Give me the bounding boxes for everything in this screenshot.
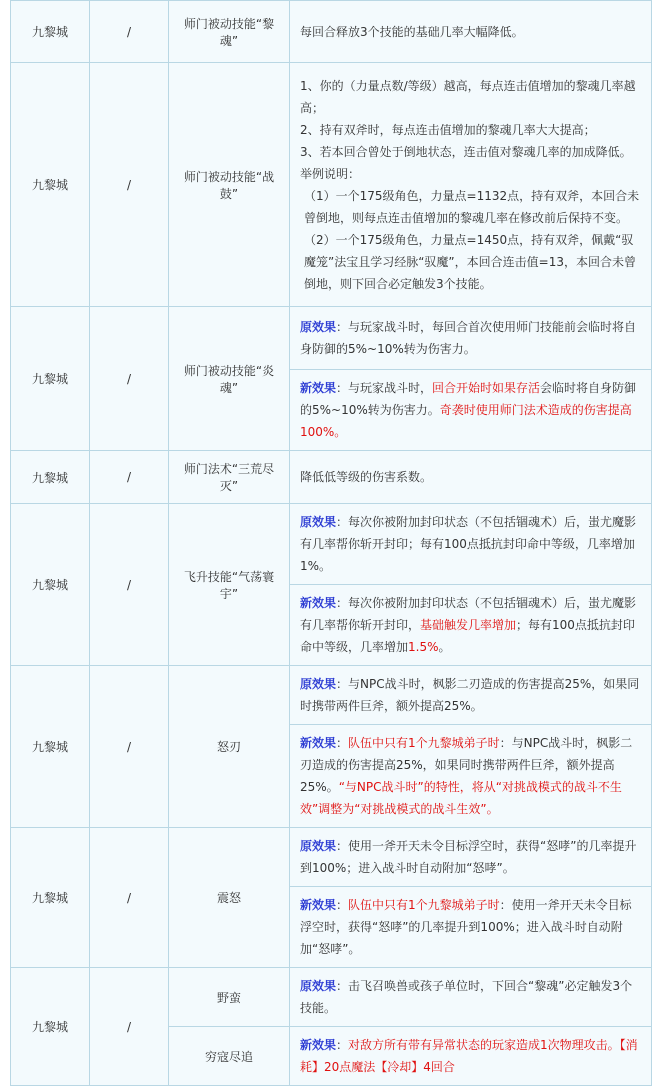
- desc-cell: 每回合释放3个技能的基础几率大幅降低。: [290, 1, 652, 63]
- new-effect-text: ：: [336, 736, 349, 750]
- skill-cell: 震怒: [169, 828, 290, 968]
- new-effect-highlight: 队伍中只有1个九黎城弟子时: [348, 898, 500, 912]
- old-effect-cell: [290, 968, 652, 1027]
- old-effect-cell: [290, 504, 652, 585]
- new-effect-label: 新效果: [300, 736, 337, 750]
- table-row: [11, 828, 652, 887]
- table-row: [11, 63, 652, 307]
- skill-cell: 飞升技能“气荡寰宇”: [169, 504, 290, 666]
- old-effect-label: 原效果: [300, 515, 337, 529]
- new-effect-cell: [290, 1027, 652, 1086]
- skill-cell: 野蛮: [169, 968, 290, 1027]
- new-effect-label: 新效果: [300, 596, 337, 610]
- new-effect-highlight: 对敌方所有带有异常状态的玩家造成1次物理攻击。【消耗】20点魔法【冷却】4回合: [300, 1038, 638, 1074]
- table-row: [11, 451, 652, 504]
- table-row: [11, 307, 652, 370]
- new-effect-text: ：与玩家战斗时，: [336, 381, 433, 395]
- new-effect-cell: [290, 585, 652, 666]
- new-effect-cell: [290, 725, 652, 828]
- desc-line: 3、若本回合曾处于倒地状态，连击值对黎魂几率的加成降低。: [300, 144, 632, 159]
- new-effect-label: 新效果: [300, 1038, 337, 1052]
- new-effect-cell: [290, 370, 652, 451]
- skill-change-table: [10, 0, 652, 1086]
- old-effect-text: ：与玩家战斗时，每回合首次使用师门技能前会临时将自身防御的5%~10%转为伤害力。: [300, 320, 637, 356]
- slash-cell: /: [90, 504, 169, 666]
- new-effect-text: ：: [336, 1038, 349, 1052]
- table-row: [11, 1, 652, 63]
- new-effect-text: ：每次你被附加封印状态（不包括锢魂术）后，蚩尤魔影有几率帮你斩开封印，: [300, 596, 637, 632]
- desc-line: 举例说明：: [300, 166, 361, 181]
- school-cell: 九黎城: [11, 666, 90, 828]
- new-effect-text: 会临时将自身防御的5%~10%转为伤害力。: [300, 381, 637, 417]
- old-effect-label: 原效果: [300, 979, 337, 993]
- school-cell: 九黎城: [11, 451, 90, 504]
- slash-cell: /: [90, 666, 169, 828]
- skill-cell: 师门被动技能“黎魂”: [169, 1, 290, 63]
- desc-cell: 降低低等级的伤害系数。: [290, 451, 652, 504]
- school-cell: 九黎城: [11, 63, 90, 307]
- old-effect-cell: [290, 828, 652, 887]
- desc-line: 2、持有双斧时，每点连击值增加的黎魂几率大大提高；: [300, 122, 596, 137]
- new-effect-cell: [290, 887, 652, 968]
- new-effect-text: ：与NPC战斗时，枫影二刃造成的伤害提高25%，如果同时携带两件巨斧，额外提高25%。: [300, 736, 633, 794]
- new-effect-label: 新效果: [300, 381, 337, 395]
- new-effect-label: 新效果: [300, 898, 337, 912]
- old-effect-label: 原效果: [300, 677, 337, 691]
- old-effect-cell: [290, 307, 652, 370]
- slash-cell: /: [90, 828, 169, 968]
- new-effect-highlight: 基础触发几率增加: [420, 618, 517, 632]
- new-effect-highlight: 奇袭时使用师门法术造成的伤害提高100%。: [300, 403, 632, 439]
- new-effect-text: ；每有100点抵抗封印命中等级，几率增加: [300, 618, 635, 654]
- table-row: [11, 666, 652, 725]
- slash-cell: /: [90, 63, 169, 307]
- skill-cell: 师门被动技能“炎魂”: [169, 307, 290, 451]
- school-cell: 九黎城: [11, 307, 90, 451]
- skill-cell: 穷寇尽追: [169, 1027, 290, 1086]
- new-effect-highlight: 1.5%: [408, 640, 439, 654]
- new-effect-text: ：使用一斧开天未令目标浮空时，获得“怒哮”的几率提升到100%；进入战斗时自动附加“怒哮”。: [300, 898, 632, 956]
- skill-cell: 师门被动技能“战鼓”: [169, 63, 290, 307]
- desc-line: （2）一个175级角色，力量点=1450点，持有双斧，佩戴“驭魔笼”法宝且学习经脉“驭魔”，本回合连击值=13，本回合未曾倒地，则下回合必定触发3个技能。: [304, 232, 636, 291]
- slash-cell: /: [90, 451, 169, 504]
- school-cell: 九黎城: [11, 504, 90, 666]
- new-effect-highlight: “与NPC战斗时”的特性，将从“对挑战模式的战斗不生效”调整为“对挑战模式的战斗生效”。: [300, 780, 622, 816]
- slash-cell: /: [90, 968, 169, 1086]
- desc-cell: [290, 63, 652, 307]
- skill-cell: 师门法术“三荒尽灭”: [169, 451, 290, 504]
- slash-cell: /: [90, 307, 169, 451]
- new-effect-text: 。: [438, 640, 451, 654]
- new-effect-highlight: 回合开始时如果存活: [432, 381, 541, 395]
- old-effect-text: ：与NPC战斗时，枫影二刃造成的伤害提高25%，如果同时携带两件巨斧，额外提高25%。: [300, 677, 640, 713]
- school-cell: 九黎城: [11, 1, 90, 63]
- old-effect-label: 原效果: [300, 839, 337, 853]
- skill-cell: 怒刃: [169, 666, 290, 828]
- table-row: [11, 968, 652, 1027]
- old-effect-text: ：击飞召唤兽或孩子单位时，下回合“黎魂”必定触发3个技能。: [300, 979, 633, 1015]
- table-row: [11, 504, 652, 585]
- desc-line: （1）一个175级角色，力量点=1132点，持有双斧，本回合未曾倒地，则每点连击值增加的黎魂几率在修改前后保持不变。: [304, 188, 640, 225]
- slash-cell: /: [90, 1, 169, 63]
- old-effect-label: 原效果: [300, 320, 337, 334]
- new-effect-highlight: 队伍中只有1个九黎城弟子时: [348, 736, 500, 750]
- old-effect-text: ：使用一斧开天未令目标浮空时，获得“怒哮”的几率提升到100%；进入战斗时自动附加“怒哮”。: [300, 839, 637, 875]
- new-effect-text: ：: [336, 898, 349, 912]
- school-cell: 九黎城: [11, 968, 90, 1086]
- school-cell: 九黎城: [11, 828, 90, 968]
- desc-line: 1、你的（力量点数/等级）越高，每点连击值增加的黎魂几率越高；: [300, 78, 636, 115]
- old-effect-text: ：每次你被附加封印状态（不包括锢魂术）后，蚩尤魔影有几率帮你斩开封印；每有100点抵抗封印命中等级，几率增加1%。: [300, 515, 637, 573]
- old-effect-cell: [290, 666, 652, 725]
